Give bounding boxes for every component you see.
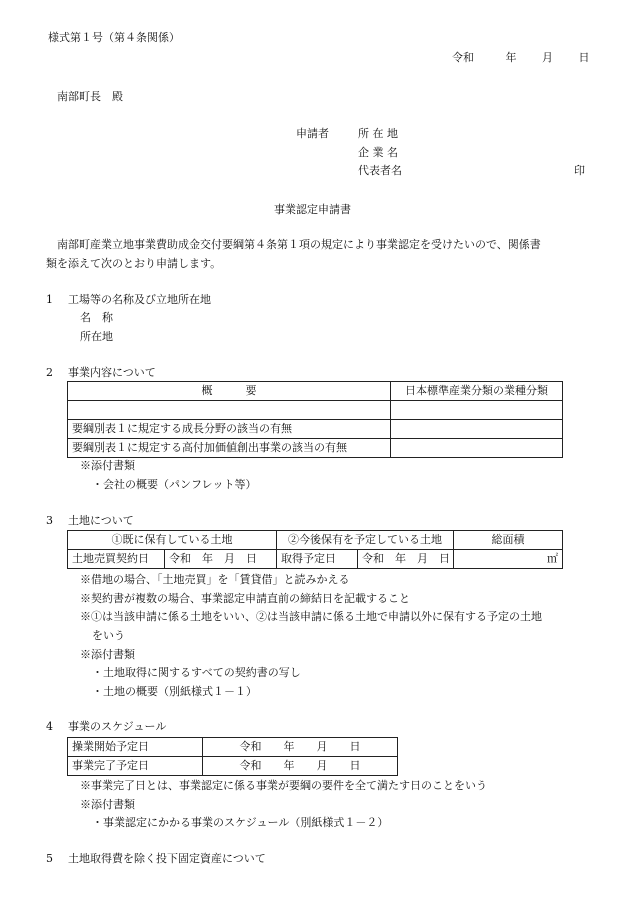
sale-contract-date-cell[interactable]: 令和 年 月 日 [165, 550, 277, 569]
address-label: 所 在 地 [358, 127, 398, 140]
section-3-attach-title: ※添付書類 [80, 648, 135, 661]
section-3-number: 3 [46, 514, 53, 527]
company-label: 企 業 名 [358, 146, 398, 159]
completion-date-cell[interactable]: 令和 年 月 日 [203, 757, 398, 776]
section-3-note-3b: をいう [92, 629, 125, 642]
table-row [68, 738, 398, 757]
addressee: 南部町長 殿 [57, 90, 123, 103]
table-row [68, 531, 563, 550]
date-era: 令和 [452, 51, 474, 64]
section-2-number: 2 [46, 366, 53, 379]
date-year: 年 [505, 51, 517, 64]
section-1-heading: 工場等の名称及び立地所在地 [68, 293, 211, 306]
business-content-table [67, 381, 563, 458]
section-4-number: 4 [46, 720, 53, 733]
date-line [452, 50, 590, 66]
section-3-attach-2: ・土地の概要（別紙様式１－１） [92, 685, 257, 698]
section-4-attach-title: ※添付書類 [80, 798, 135, 811]
section-4-attach-1: ・事業認定にかかる事業のスケジュール（別紙様式１－２） [92, 816, 389, 829]
high-value-label: 要綱別表１に規定する高付加価値創出事業の該当の有無 [68, 439, 391, 458]
acquisition-date-label: 取得予定日 [277, 550, 358, 569]
table-row [68, 420, 563, 439]
facility-location-label: 所在地 [80, 330, 113, 343]
growth-field-input-cell[interactable] [391, 420, 563, 439]
planned-land-header: ②今後保有を予定している土地 [277, 531, 454, 550]
industry-class-input-cell[interactable] [391, 401, 563, 420]
operation-start-label: 操業開始予定日 [68, 738, 203, 757]
summary-input-cell[interactable] [68, 401, 391, 420]
intro-line-1: 南部町産業立地事業費助成金交付要綱第４条第１項の規定により事業認定を受けたいので、関係書 [57, 238, 541, 251]
section-1-number: 1 [46, 293, 53, 306]
seal-mark: 印 [574, 164, 585, 177]
operation-start-date-cell[interactable]: 令和 年 月 日 [203, 738, 398, 757]
completion-date-label: 事業完了予定日 [68, 757, 203, 776]
section-2-attach-title: ※添付書類 [80, 459, 135, 472]
table-row [68, 382, 563, 401]
date-month: 月 [542, 51, 553, 64]
section-5-heading: 土地取得費を除く投下固定資産について [68, 852, 266, 865]
form-number: 様式第１号（第４条関係） [48, 31, 180, 44]
total-area-cell[interactable]: ㎡ [454, 550, 563, 569]
applicant-label: 申請者 [296, 127, 329, 140]
summary-header: 概 要 [68, 382, 391, 401]
acquisition-date-cell[interactable]: 令和 年 月 日 [358, 550, 454, 569]
growth-field-label: 要綱別表１に規定する成長分野の該当の有無 [68, 420, 391, 439]
section-4-note-1: ※事業完了日とは、事業認定に係る事業が要綱の要件を全て満たす日のことをいう [80, 779, 487, 792]
facility-name-label: 名 称 [80, 311, 113, 324]
section-2-heading: 事業内容について [68, 366, 156, 379]
industry-class-header: 日本標準産業分類の業種分類 [391, 382, 563, 401]
table-row [68, 550, 563, 569]
section-2-attach-1: ・会社の概要（パンフレット等） [92, 478, 257, 491]
section-3-heading: 土地について [68, 514, 134, 527]
high-value-input-cell[interactable] [391, 439, 563, 458]
document-title: 事業認定申請書 [274, 203, 351, 216]
section-3-note-1: ※借地の場合、「土地売買」を「賃貸借」と読みかえる [80, 573, 350, 586]
section-3-note-3a: ※①は当該申請に係る土地をいい、②は当該申請に係る土地で申請以外に保有する予定の土地 [80, 610, 542, 623]
section-3-note-2: ※契約書が複数の場合、事業認定申請直前の締結日を記載すること [80, 592, 410, 605]
schedule-table [67, 737, 398, 776]
section-5-number: 5 [46, 852, 53, 865]
sale-contract-date-label: 土地売買契約日 [68, 550, 165, 569]
representative-label: 代表者名 [358, 164, 402, 177]
total-area-header: 総面積 [454, 531, 563, 550]
date-day: 日 [578, 51, 590, 64]
section-4-heading: 事業のスケジュール [68, 720, 167, 733]
table-row [68, 439, 563, 458]
intro-line-2: 類を添えて次のとおり申請します。 [46, 257, 222, 270]
table-row [68, 757, 398, 776]
section-3-attach-1: ・土地取得に関するすべての契約書の写し [92, 666, 301, 679]
table-row [68, 401, 563, 420]
land-table [67, 530, 563, 569]
owned-land-header: ①既に保有している土地 [68, 531, 277, 550]
